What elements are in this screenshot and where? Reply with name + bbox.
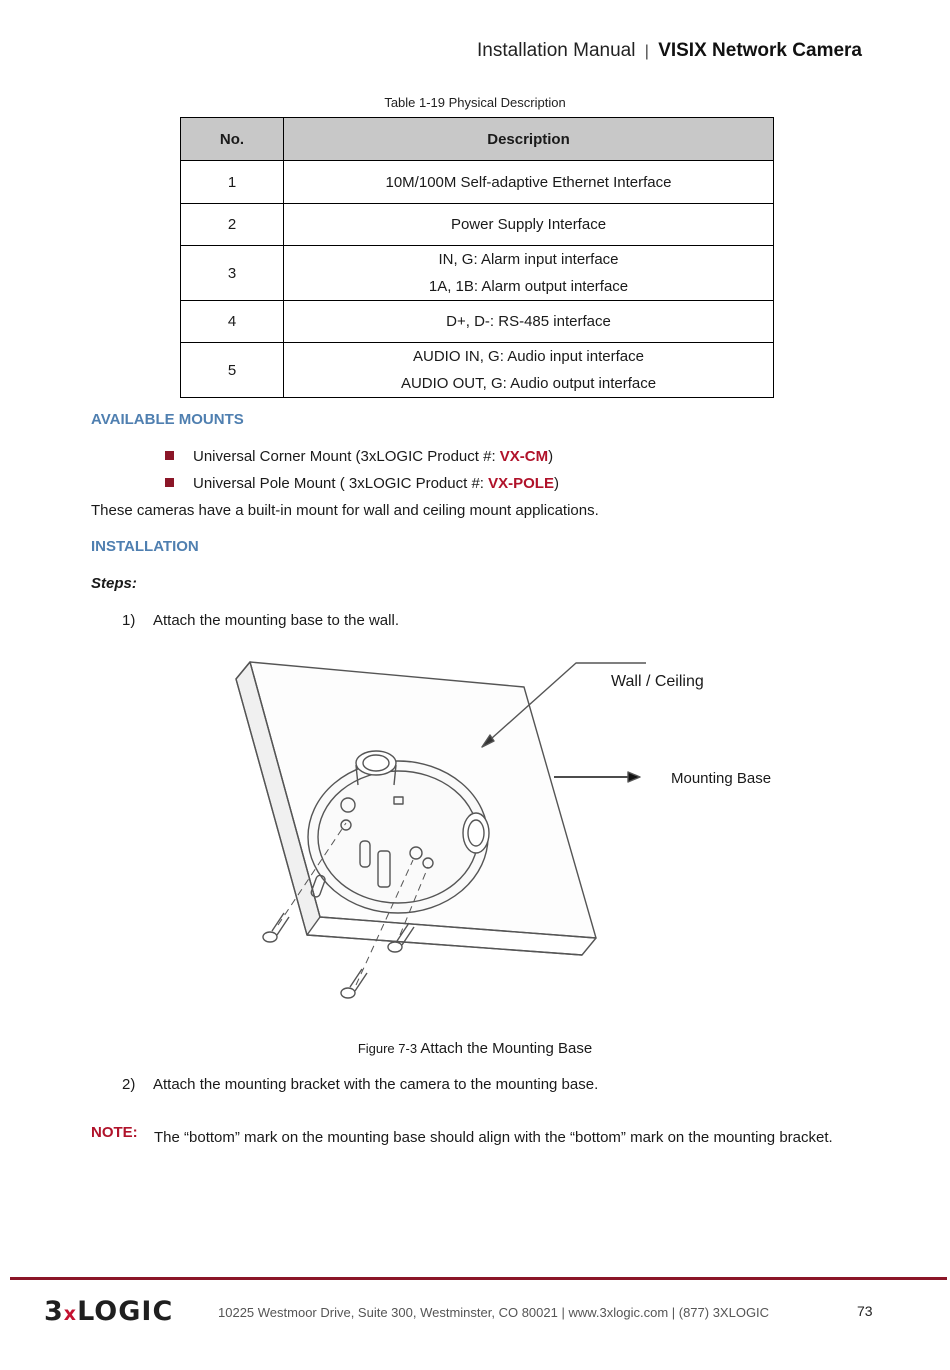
step-number: 1) bbox=[122, 612, 136, 629]
manual-title: Installation Manual bbox=[477, 40, 636, 61]
square-bullet-icon bbox=[165, 478, 174, 487]
table-row bbox=[181, 343, 774, 398]
row-description bbox=[284, 343, 774, 398]
square-bullet-icon bbox=[165, 451, 174, 460]
mounts-note: These cameras have a built-in mount for wall and ceiling mount applications. bbox=[91, 502, 599, 519]
row-description bbox=[284, 161, 774, 204]
table-header-row bbox=[181, 118, 774, 161]
wall-ceiling-label: Wall / Ceiling bbox=[611, 673, 704, 690]
description-line: 1A, 1B: Alarm output interface bbox=[428, 278, 629, 295]
row-number: 5 bbox=[181, 343, 284, 398]
description-line: IN, G: Alarm input interface bbox=[438, 251, 619, 268]
available-mounts-heading: AVAILABLE MOUNTS bbox=[91, 411, 244, 428]
list-item bbox=[165, 475, 559, 492]
table-row bbox=[181, 301, 774, 343]
note-label: NOTE: bbox=[91, 1124, 138, 1141]
footer-rule bbox=[10, 1277, 947, 1280]
description-line: AUDIO IN, G: Audio input interface bbox=[413, 348, 644, 365]
mounting-base-label: Mounting Base bbox=[671, 770, 772, 787]
col-header-no: No. bbox=[181, 118, 284, 161]
footer-address: 10225 Westmoor Drive, Suite 300, Westminster, CO 80021 | www.3xlogic.com | (877) 3XLOGIC bbox=[218, 1305, 770, 1320]
page-number: 73 bbox=[857, 1303, 873, 1319]
figure-title: Attach the Mounting Base bbox=[420, 1040, 593, 1057]
product-code: VX-POLE bbox=[488, 475, 554, 492]
step-2 bbox=[122, 1076, 598, 1093]
col-header-description: Description bbox=[284, 118, 774, 161]
description-line: Power Supply Interface bbox=[450, 216, 607, 233]
closing-paren: ) bbox=[553, 475, 559, 492]
table-row bbox=[181, 204, 774, 246]
step-text: Attach the mounting base to the wall. bbox=[153, 612, 399, 629]
physical-description-table bbox=[180, 117, 774, 398]
description-line: AUDIO OUT, G: Audio output interface bbox=[400, 375, 657, 392]
table-row bbox=[181, 161, 774, 204]
header-separator: | bbox=[644, 43, 649, 60]
description-line: D+, D-: RS-485 interface bbox=[446, 313, 611, 330]
list-item bbox=[165, 448, 553, 465]
row-description bbox=[284, 246, 774, 301]
step-number: 2) bbox=[122, 1076, 136, 1093]
table-caption: Table 1-19 Physical Description bbox=[384, 95, 566, 110]
description-line: 10M/100M Self-adaptive Ethernet Interface bbox=[385, 173, 672, 191]
row-number: 2 bbox=[181, 204, 284, 246]
closing-paren: ) bbox=[548, 448, 554, 465]
figure-number: Figure 7-3 bbox=[357, 1041, 418, 1056]
row-number: 1 bbox=[181, 161, 284, 204]
row-number: 4 bbox=[181, 301, 284, 343]
row-description bbox=[284, 301, 774, 343]
product-code: VX-CM bbox=[499, 448, 549, 465]
product-name: VISIX Network Camera bbox=[658, 40, 862, 61]
page-header bbox=[477, 40, 862, 62]
mount-name: Universal Corner Mount (3xLOGIC Product #: bbox=[193, 448, 500, 465]
row-number: 3 bbox=[181, 246, 284, 301]
note-text: The “bottom” mark on the mounting base should align with the “bottom” mark on the mounting bracket. bbox=[154, 1129, 833, 1146]
step-1 bbox=[122, 612, 399, 629]
logo-word: LOGIC bbox=[77, 1296, 174, 1327]
step-text: Attach the mounting bracket with the camera to the mounting base. bbox=[153, 1076, 599, 1093]
mounting-base-drawing bbox=[228, 655, 718, 1010]
figure-caption bbox=[0, 1040, 950, 1057]
table-row bbox=[181, 246, 774, 301]
steps-label: Steps: bbox=[91, 575, 137, 592]
logo-x: x bbox=[63, 1303, 78, 1325]
3xlogic-logo bbox=[44, 1296, 173, 1327]
row-description bbox=[284, 204, 774, 246]
installation-heading: INSTALLATION bbox=[91, 538, 199, 555]
logo-digit: 3 bbox=[44, 1296, 64, 1327]
mount-name: Universal Pole Mount ( 3xLOGIC Product #: bbox=[193, 475, 489, 492]
